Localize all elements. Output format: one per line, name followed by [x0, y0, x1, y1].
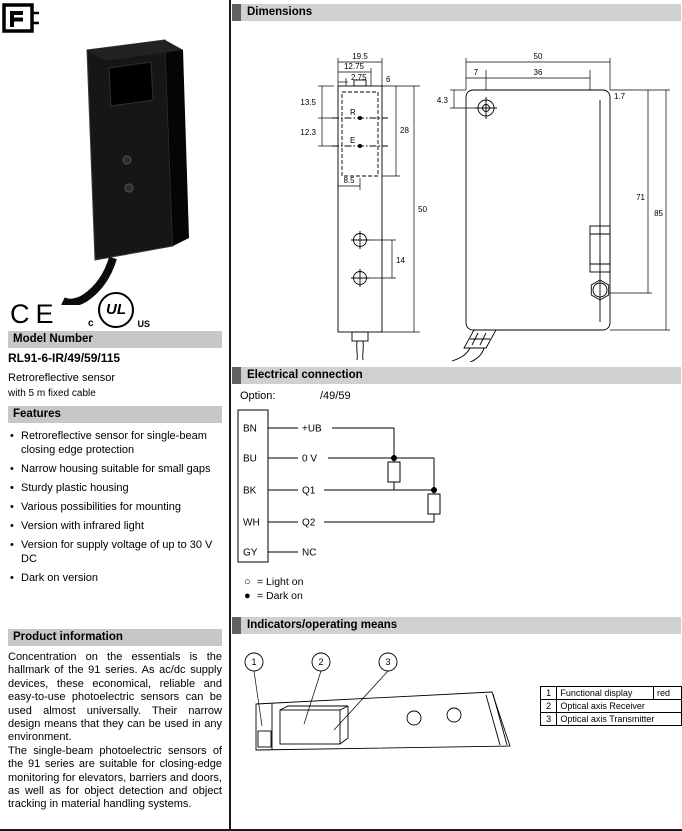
- callout-numbers: [251, 657, 390, 667]
- indicator-label-cell: Optical axis Transmitter: [557, 713, 682, 726]
- indicator-label-cell: Optical axis Receiver: [557, 700, 682, 713]
- signal-label-0v: 0 V: [302, 453, 318, 465]
- dim-side-right1-label: 71: [636, 193, 645, 202]
- dim-front-right1-label: 28: [400, 126, 409, 135]
- dark-on-text: = Dark on: [257, 590, 303, 602]
- receiver-axis-label: R: [350, 108, 356, 117]
- dim-front-depth-label: 6: [386, 75, 391, 84]
- signal-label-ub: +UB: [302, 423, 322, 435]
- junction-dot-1: [391, 455, 397, 461]
- callout-2-label: 2: [318, 657, 324, 667]
- pin-label-gy: GY: [243, 547, 258, 559]
- indicators-table: [540, 686, 682, 726]
- dim-front-width-label: 19.5: [352, 52, 368, 61]
- dim-front-left2-label: 12.3: [300, 128, 316, 137]
- dim-front-right2-label: 50: [418, 205, 427, 214]
- table-row: [541, 713, 682, 726]
- dim-side-right2-label: 85: [654, 209, 663, 218]
- pin-label-wh: WH: [243, 517, 260, 529]
- feature-item: • Version with infrared light: [8, 519, 222, 533]
- dimensions-drawing: [238, 28, 674, 362]
- junction-dot-2: [431, 487, 437, 493]
- side-view-labels: [437, 52, 664, 218]
- front-view-dimension-lines: [318, 58, 420, 332]
- front-view: [318, 58, 420, 360]
- product-information-header: Product information: [8, 629, 222, 646]
- option-label: Option:: [240, 390, 276, 402]
- sensor-body: [63, 40, 189, 303]
- feature-item: • Sturdy plastic housing: [8, 481, 222, 495]
- brand-logo: [2, 3, 40, 35]
- signal-label-nc: NC: [302, 547, 317, 559]
- dim-side-width-label: 50: [533, 52, 543, 61]
- wiring-labels: [243, 424, 322, 559]
- pin-label-bk: BK: [243, 485, 257, 497]
- table-row: [541, 687, 682, 700]
- product-info-paragraph: The single-beam photoelectric sensors of the 91 series are suitable for closing-edge monitoring for elevators, barriers and doors, as well as for object detection and object tracking in material handling systems.: [8, 744, 222, 811]
- mounting-hole-bottom: [125, 184, 133, 192]
- product-photo: [57, 28, 207, 305]
- model-cable-note: with 5 m fixed cable: [8, 388, 96, 399]
- front-view-labels: [300, 52, 427, 265]
- callout-3-label: 3: [385, 657, 391, 667]
- dim-front-offset-label: 2.75: [351, 73, 367, 82]
- callout-number-cell: 3: [541, 713, 557, 726]
- model-number: RL91-6-IR/49/59/115: [8, 351, 121, 365]
- optical-block: [280, 710, 340, 744]
- ul-mark-c: c: [88, 318, 94, 329]
- light-on-text: = Light on: [257, 576, 304, 588]
- features-header: Features: [8, 406, 222, 423]
- load-resistor-2: [428, 494, 440, 514]
- option-value: /49/59: [320, 390, 351, 402]
- indicator-shapes: [245, 653, 510, 750]
- side-view: [450, 58, 670, 362]
- feature-item: • Dark on version: [8, 571, 222, 585]
- callout-1-label: 1: [251, 657, 257, 667]
- feature-item: • Narrow housing suitable for small gaps: [8, 462, 222, 476]
- indicator-label-cell: Functional display: [557, 687, 654, 700]
- light-on-symbol: ○: [244, 576, 251, 588]
- lens-window: [109, 62, 153, 106]
- dim-side-w1-label: 7: [473, 68, 479, 77]
- pin-label-bu: BU: [243, 453, 257, 465]
- ul-mark-us: US: [137, 319, 150, 329]
- model-description: Retroreflective sensor: [8, 372, 115, 384]
- dim-front-left1-label: 13.5: [300, 98, 316, 107]
- signal-label-q1: Q1: [302, 485, 316, 497]
- electrical-connection-header: Electrical connection: [232, 367, 681, 384]
- ce-mark: CE: [10, 299, 60, 329]
- wiring-lines: [238, 410, 440, 562]
- indicator-value-cell: red: [654, 687, 682, 700]
- dim-front-block-label: 8.5: [343, 176, 355, 185]
- dim-front-width2-label: 12.75: [343, 62, 365, 71]
- dimensions-header: Dimensions: [232, 4, 681, 21]
- ul-mark: [88, 292, 150, 332]
- dim-front-holes-label: 14: [396, 256, 405, 265]
- pin-label-bn: BN: [243, 423, 257, 435]
- legend-light-on: [244, 576, 303, 588]
- table-row: [541, 700, 682, 713]
- emitter-axis-label: E: [350, 136, 356, 145]
- dim-side-hole-offset-label: 4.3: [436, 96, 448, 105]
- functional-display: [258, 731, 271, 747]
- ul-mark-letters: UL: [106, 301, 126, 318]
- feature-item: • Retroreflective sensor for single-beam closing edge protection: [8, 429, 222, 457]
- feature-item: • Various possibilities for mounting: [8, 500, 222, 514]
- column-divider: [229, 0, 231, 829]
- load-resistor-1: [388, 462, 400, 482]
- dim-side-edge-label: 1.7: [614, 92, 626, 101]
- callout-number-cell: 1: [541, 687, 557, 700]
- model-number-header: Model Number: [8, 331, 222, 348]
- product-info-paragraph: Concentration on the essentials is the hallmark of the 91 series. As ac/dc supply devices, these economical, reliable and easy-to-use photoelectric sensors can be used almost universally. Their narrow design means that they can be used in any environment.: [8, 651, 222, 744]
- dim-side-w2-label: 36: [533, 68, 543, 77]
- mounting-hole-top: [123, 156, 131, 164]
- product-information-text: [8, 651, 222, 812]
- legend-dark-on: [244, 590, 303, 602]
- features-list: [8, 429, 222, 590]
- callout-number-cell: 2: [541, 700, 557, 713]
- indicators-drawing: [242, 646, 522, 808]
- ul-mark-circle: [98, 292, 134, 328]
- indicators-header: Indicators/operating means: [232, 617, 681, 634]
- electrical-diagram: [236, 404, 556, 574]
- dark-on-symbol: ●: [244, 590, 251, 602]
- feature-item: • Version for supply voltage of up to 30 V DC: [8, 538, 222, 566]
- signal-label-q2: Q2: [302, 517, 316, 529]
